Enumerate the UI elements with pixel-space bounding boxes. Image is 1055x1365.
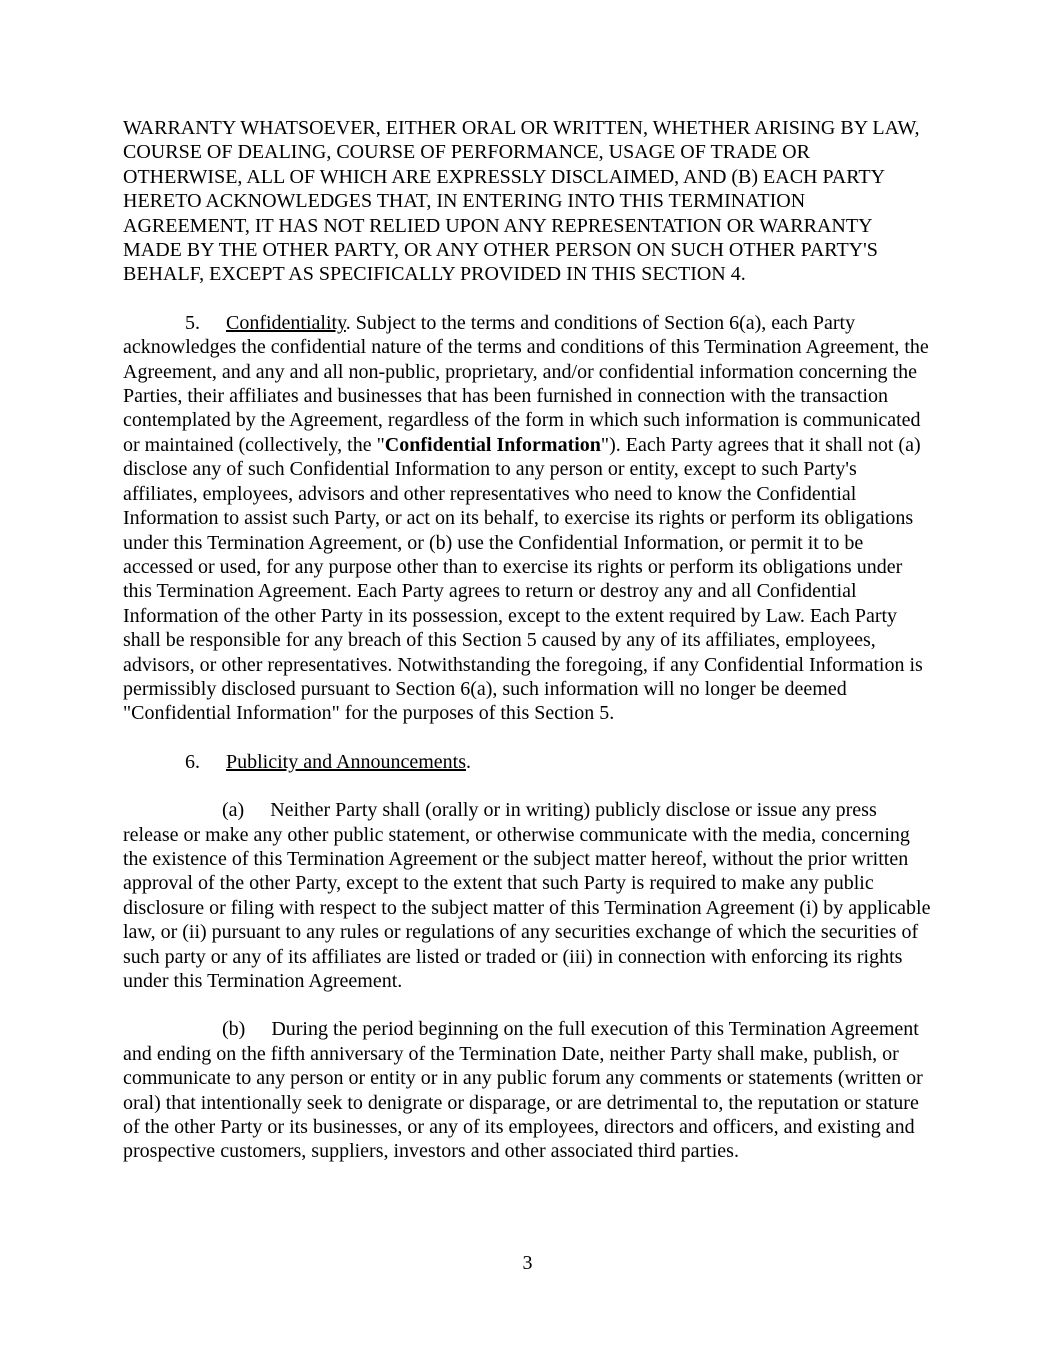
tab-spacer: [200, 750, 226, 774]
tab-spacer: [245, 1017, 271, 1041]
bold-text-run: Confidential Information: [384, 433, 601, 456]
document-body: [123, 116, 932, 1164]
text-run: Neither Party shall (orally or in writing) publicly disclose or issue any press release or make any other public statement, or otherwise communicate with the media, concerning the existence of this Termination Agreement or the subject matter hereof, without the prior written approval of the other Party, except to the extent that such Party is required to make any public disclosure or filing with respect to the subject matter of this Termination Agreement (i) by applicable law, or (ii) pursuant to any rules or regulations of any securities exchange of which the securities of such party or any of its affiliates are listed or traded or (iii) in connection with enforcing its rights under this Termination Agreement.: [123, 799, 931, 992]
text-run: WARRANTY WHATSOEVER, EITHER ORAL OR WRITTEN, WHETHER ARISING BY LAW, COURSE OF DEALING, COURSE OF PERFORMANCE, USAGE OF TRADE OR OTHERWISE, ALL OF WHICH ARE EXPRESSLY DISCLAIMED, AND (B) EACH PARTY HERETO ACKNOWLEDGES THAT, IN ENTERING INTO THIS TERMINATION AGREEMENT, IT HAS NOT RELIED UPON ANY REPRESENTATION OR WARRANTY MADE BY THE OTHER PARTY, OR ANY OTHER PERSON ON SUCH OTHER PARTY'S BEHALF, EXCEPT AS SPECIFICALLY PROVIDED IN THIS SECTION 4.: [123, 117, 920, 286]
section-6a-paragraph: [123, 798, 932, 993]
text-run: (a): [222, 799, 245, 822]
text-run: 6.: [185, 750, 200, 773]
tab-spacer: [200, 311, 226, 335]
section-5-confidentiality-paragraph: [123, 311, 932, 726]
underlined-text-run: Publicity and Announcements: [226, 750, 466, 773]
page-number: 3: [522, 1252, 533, 1274]
text-run: "). Each Party agrees that it shall not (a) disclose any of such Confidential Information to any person or entity, except to such Party's affiliates, employees, advisors and other representatives who need to know the Confidential Information to assist such Party, or act on its behalf, to exercise its rights or perform its obligations under this Termination Agreement, or (b) use the Confidential Information, or permit it to be accessed or used, for any purpose other than to exercise its rights or perform its obligations under this Termination Agreement. Each Party agrees to return or destroy any and all Confidential Information of the other Party in its possession, except to the extent required by Law. Each Party shall be responsible for any breach of this Section 5 caused by any of its affiliates, employees, advisors, or other representatives. Notwithstanding the foregoing, if any Confidential Information is permissibly disclosed pursuant to Section 6(a), such information will no longer be deemed "Confidential Information" for the purposes of this Section 5.: [123, 433, 923, 725]
tab-spacer: [244, 798, 270, 822]
text-run: 5.: [185, 311, 200, 334]
text-run: .: [465, 750, 471, 773]
section-6-heading-paragraph: [123, 750, 932, 774]
text-run: During the period beginning on the full execution of this Termination Agreement and ending on the fifth anniversary of the Termination Date, neither Party shall make, publish, or communicate to any person or entity or in any public forum any comments or statements (written or oral) that intentionally seek to denigrate or disparage, or are detrimental to, the reputation or stature of the other Party or its businesses, or any of its employees, directors and officers, and existing and prospective customers, suppliers, investors and other associated third parties.: [123, 1018, 923, 1163]
warranty-disclaimer-paragraph: [123, 116, 932, 287]
text-run: . Subject to the terms and conditions of Section 6(a), each Party acknowledges the confidential nature of the terms and conditions of this Termination Agreement, the Agreement, and any and all non-public, proprietary, and/or confidential information concerning the Parties, their affiliates and businesses that has been furnished in connection with the transaction contemplated by the Agreement, regardless of the form in which such information is communicated or maintained (collectively, the ": [123, 311, 929, 456]
text-run: (b): [222, 1018, 246, 1041]
section-6b-paragraph: [123, 1017, 932, 1163]
underlined-text-run: Confidentiality: [226, 311, 346, 334]
